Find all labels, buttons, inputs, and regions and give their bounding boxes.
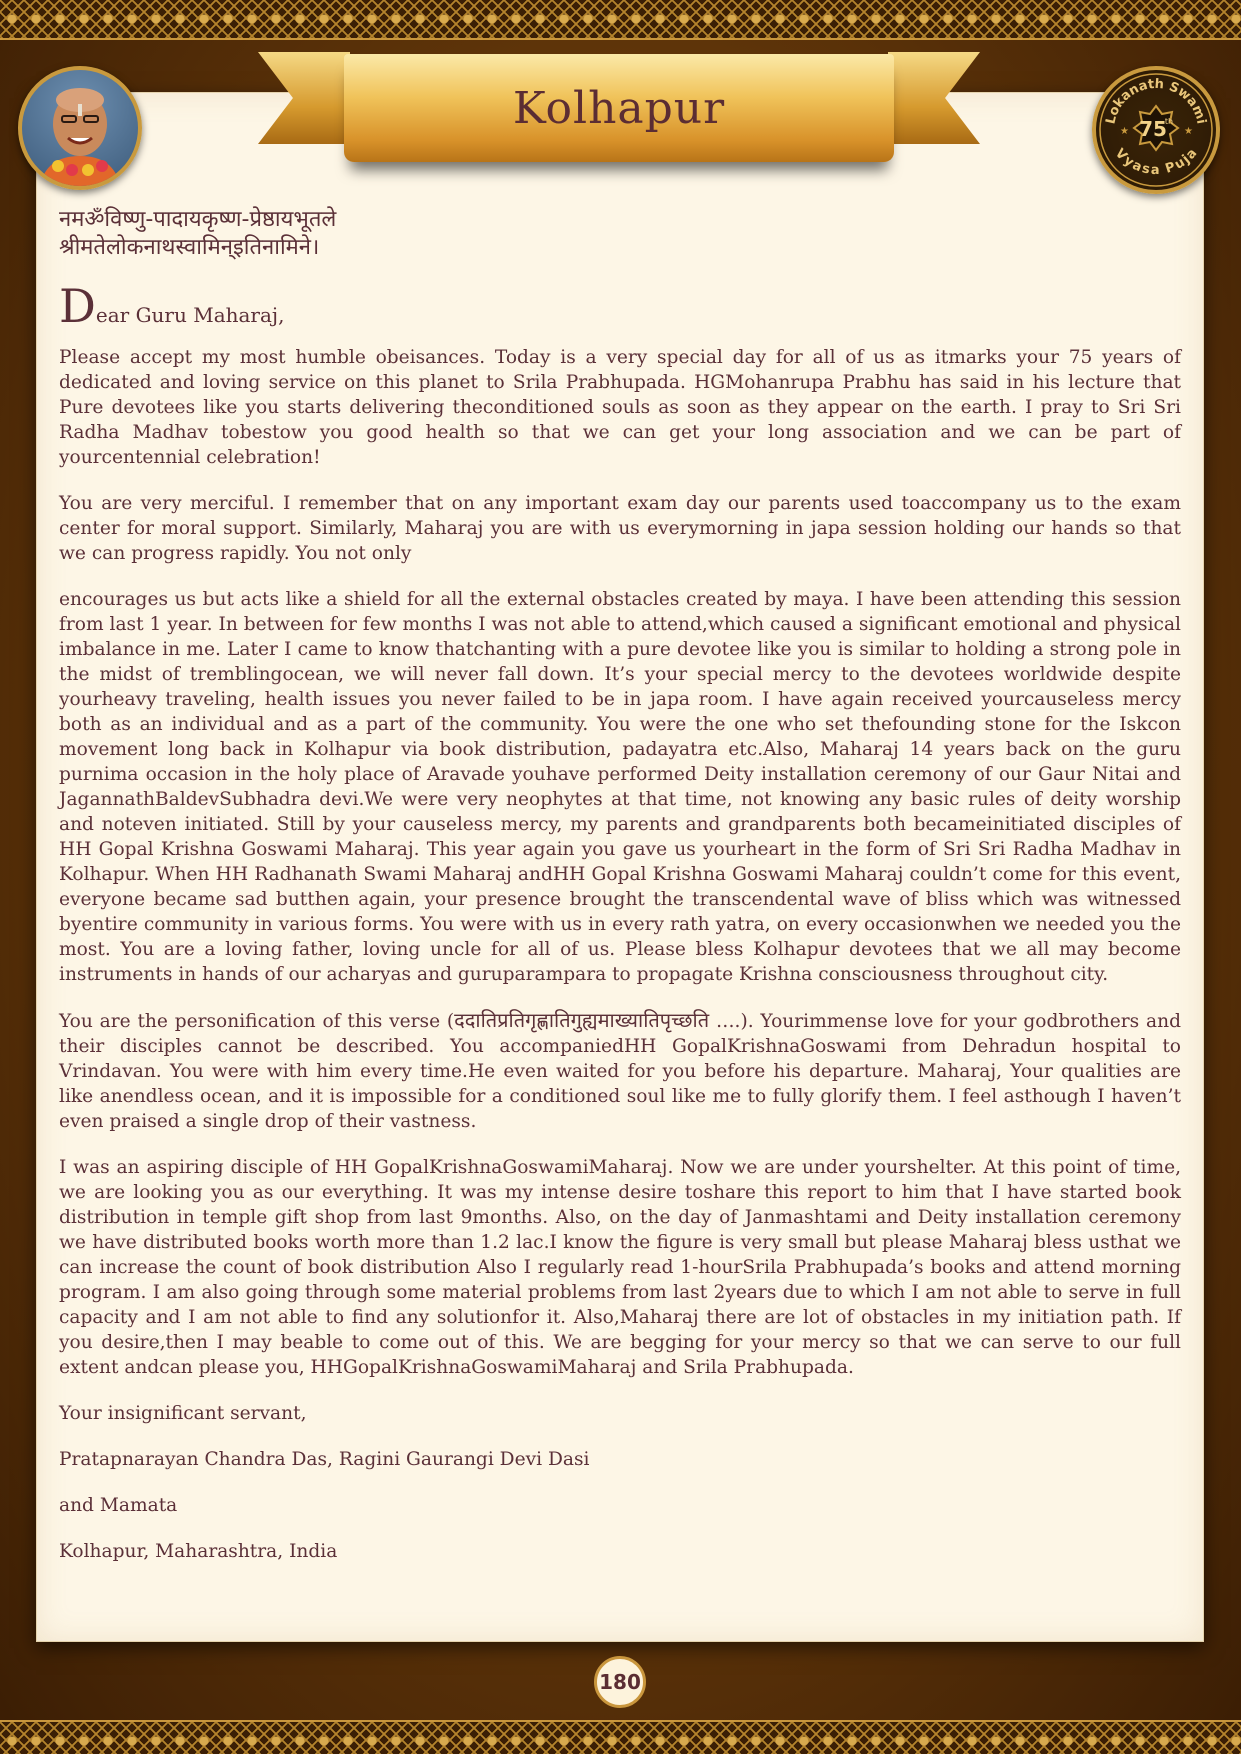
bottom-decorative-border [0,1720,1241,1754]
top-decorative-border [0,0,1241,40]
signatory-names: Pratapnarayan Chandra Das, Ragini Gaurangi Devi Dasi [59,1449,590,1470]
closing-line: Your insignificant servant, [59,1403,307,1424]
signatory-names-continued: and Mamata [59,1495,178,1516]
sanskrit-verse: ददातिप्रतिगृह्णातिगुह्यमाख्यातिपृच्छति [454,1008,710,1032]
page-title: Kolhapur [512,82,726,134]
paragraph-1: Please accept my most humble obeisances. Today is a very special day for all of us as itmarks your 75 years of dedicated and loving service on this planet to Srila Prabhupada. HGMohanrupa Prabhu has said in his lecture that Pure devotees like you starts delivering theconditioned souls as soon as they appear on the earth. I pray to Sri Sri Radha Madhav tobestow you good health so that we can get your long association and we can be part of yourcentennial celebration! [59,347,1181,468]
drop-cap: D [59,279,96,333]
salutation-text: ear Guru Maharaj, [95,303,285,327]
sanskrit-invocation-line-2: श्रीमतेलोकनाथस्वामिन्इतिनामिने। [59,235,320,260]
portrait-icon [22,70,138,186]
paragraph-4-intro: You are the personification of this verse ( [59,1011,455,1032]
paragraph-2: You are very merciful. I remember that on any important exam day our parents used toaccompany us to the exam center for moral support. Similarly, Maharaj you are with us everymorning in japa session holding our hands so that we can progress rapidly. You not only [59,493,1181,564]
badge-number: 75 [1139,117,1167,141]
anniversary-seal-icon [1096,70,1216,190]
paragraph-4-rest: ….). Yourimmense love for your godbrothers and their disciples cannot be described. You accompaniedHH GopalKrishnaGoswami from Dehradun hospital to Vrindavan. You were with him every time.He even waited for you before his departure. Maharaj, Your qualities are like anendless ocean, and it is impossible for a conditioned soul like me to fully glorify them. I feel asthough I haven’t even praised a single drop of their vastness. [59,1011,1181,1132]
signatory-location: Kolhapur, Maharashtra, India [59,1541,338,1562]
paragraph-3: encourages us but acts like a shield for all the external obstacles created by maya. I have been attending this session from last 1 year. In between for few months I was not able to attend,which caused a significant emotional and physical imbalance in me. Later I came to know thatchanting with a pure devotee like you is similar to holding a strong pole in the midst of tremblingocean, we will never fall down. It’s your special mercy to the devotees worldwide despite yourheavy traveling, health issues you never failed to be in japa room. I have again received yourcauseless mercy both as an individual and as a part of the community. You were the one who set thefounding stone for the Iskcon movement long back in Kolhapur via book distribution, padayatra etc.Also, Maharaj 14 years back on the guru purnima occasion in the holy place of Aravade youhave performed Deity installation ceremony of our Gaur Nitai and JagannathBaldevSubhadra devi.We were very neophytes at that time, not knowing any basic rules of deity worship and noteven initiated. Still by your causeless mercy, my parents and grandparents both becameinitiated disciples of HH Gopal Krishna Goswami Maharaj. This year again you gave us yourheart in the form of Sri Sri Radha Madhav in Kolhapur. When HH Radhanath Swami Maharaj andHH Gopal Krishna Goswami Maharaj couldn’t come for this event, everyone became sad butthen again, your presence brought the transcendental wave of bliss which was witnessed byentire community in various forms. You were with us in every rath yatra, on every occasionwhen we needed you the most. You are a loving father, loving uncle for all of us. Please bless Kolhapur devotees that we all may become instruments in hands of our acharyas and guruparampara to propagate Krishna consciousness throughout city. [59,589,1181,985]
title-ribbon [344,54,894,162]
salutation [59,279,1181,333]
page-number-badge: 180 [594,1656,646,1708]
badge-bottom-text: Vyasa Puja [1111,145,1201,179]
guru-portrait-avatar [18,66,142,190]
vyasa-puja-75th-badge [1092,66,1220,194]
star-icon: ★ [1120,126,1129,137]
star-icon: ★ [1184,126,1193,137]
paragraph-5: I was an aspiring disciple of HH GopalKrishnaGoswamiMaharaj. Now we are under yourshelter. At this point of time, we are looking you as our everything. It was my intense desire toshare this report to him that I have started book distribution in temple gift shop from last 9months. Also, on the day of Janmashtami and Deity installation ceremony we have distributed books worth more than 1.2 lac.I know the figure is very small but please Maharaj bless usthat we can increase the count of book distribution Also I regularly read 1-hourSrila Prabhupada’s books and attend morning program. I am also going through some material problems from last 2years due to which I am not able to serve in full capacity and I am not able to find any solutionfor it. Also,Maharaj there are lot of obstacles in my initiation path. If you desire,then I may beable to come out of this. We are begging for your mercy so that we can serve to our full extent andcan please you, HHGopalKrishnaGoswamiMaharaj and Srila Prabhupada. [59,1157,1181,1378]
paragraph-4 [59,1008,1181,1134]
sanskrit-invocation-line-1: नमॐविष्णु-पादायकृष्ण-प्रेष्ठायभूतले [59,207,337,232]
badge-suffix: th [1164,117,1174,126]
letter-content [59,206,1181,1585]
badge-top-text: Lokanath Swami [1103,76,1209,126]
